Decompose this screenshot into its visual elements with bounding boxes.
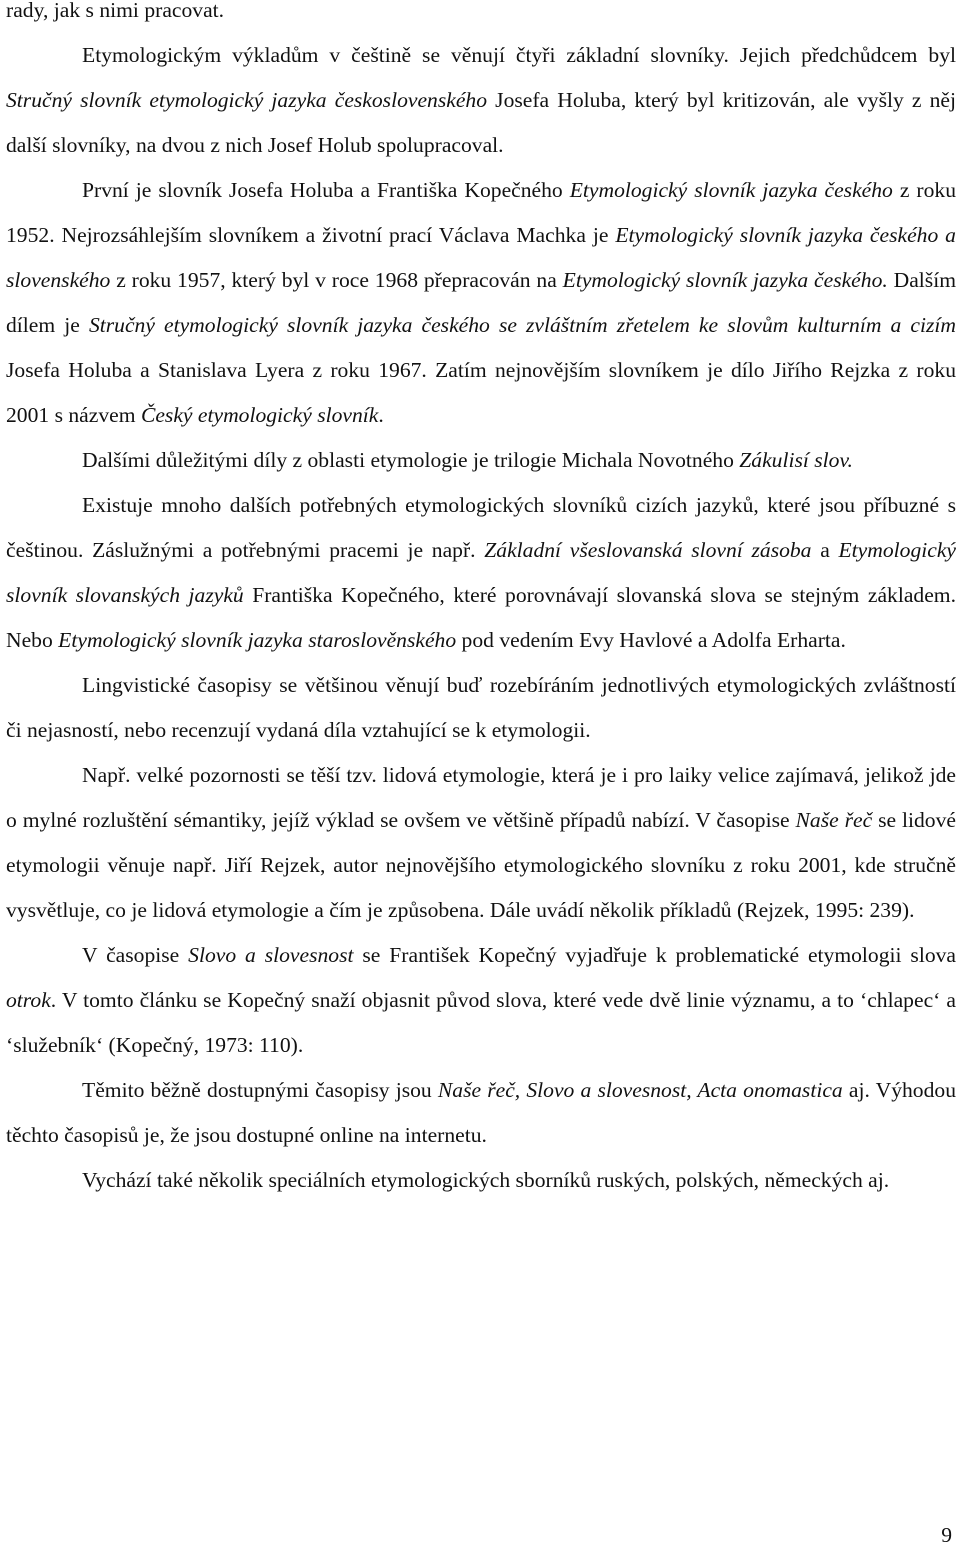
paragraph-7 bbox=[6, 753, 956, 933]
paragraph-4 bbox=[6, 438, 956, 483]
paragraph-10 bbox=[6, 1158, 956, 1203]
text-run: Dalším dílem je bbox=[6, 268, 956, 337]
paragraph-6 bbox=[6, 663, 956, 753]
italic-title: Stručný etymologický slovník jazyka českého se zvláštním zřetelem ke slovům kulturním a cizím bbox=[88, 313, 956, 337]
italic-title: Zákulisí slov. bbox=[739, 448, 853, 472]
text-run: z roku 1952. Nejrozsáhlejším slovníkem a životní prací Václava Machka je bbox=[6, 178, 957, 247]
text-run: a bbox=[811, 538, 839, 562]
text-run: . V tomto článku se Kopečný snaží objasnit původ slova, které vede dvě linie významu, a to ‘chlapec‘ a ‘služebník‘ (Kopečný, 1973: 110). bbox=[6, 988, 956, 1057]
text-run: Josefa Holuba a Stanislava Lyera z roku 1967. Zatím nejnovějším slovníkem je dílo Jiřího Rejzka z roku 2001 s názvem bbox=[6, 358, 956, 427]
text-run: z roku 1957, který byl v roce 1968 přepracován na bbox=[110, 268, 563, 292]
paragraph-5 bbox=[6, 483, 956, 663]
text-run: Těmito běžně dostupnými časopisy jsou bbox=[82, 1078, 438, 1102]
paragraph-2 bbox=[6, 33, 956, 168]
text-run: pod vedením Evy Havlové a Adolfa Erharta. bbox=[456, 628, 846, 652]
page-number: 9 bbox=[941, 1523, 952, 1547]
document-page bbox=[6, 0, 956, 1203]
italic-title: Etymologický slovník jazyka staroslověnského bbox=[58, 628, 457, 652]
italic-title: Etymologický slovník jazyka českého bbox=[569, 178, 893, 202]
text-run: aj. Výhodou těchto časopisů je, že jsou dostupné online na internetu. bbox=[6, 1078, 956, 1147]
text-run: rady, jak s nimi pracovat. bbox=[6, 0, 225, 22]
italic-title: Slovo a slovesnost bbox=[188, 943, 354, 967]
italic-title: Stručný slovník etymologický jazyka československého bbox=[6, 88, 488, 112]
text-run: První je slovník Josefa Holuba a Františka Kopečného bbox=[82, 178, 570, 202]
italic-title: Naše řeč bbox=[795, 808, 873, 832]
text-run: V časopise bbox=[82, 943, 189, 967]
text-run: Josefa Holuba, který byl kritizován, ale vyšly z něj další slovníky, na dvou z nich Josef Holub spolupracoval. bbox=[6, 88, 956, 157]
italic-title: otrok bbox=[6, 988, 51, 1012]
text-run: . bbox=[378, 403, 384, 427]
text-run: Lingvistické časopisy se většinou věnují buď rozebíráním jednotlivých etymologických zvláštností či nejasností, nebo recenzují vydaná díla vztahující se k etymologii. bbox=[6, 673, 956, 742]
text-run: Existuje mnoho dalších potřebných etymologických slovníků cizích jazyků, které jsou příbuzné s češtinou. Záslužnými a potřebnými pracemi je např. bbox=[6, 493, 956, 562]
paragraph-3 bbox=[6, 168, 956, 438]
text-run: Františka Kopečného, které porovnávají slovanská slova se stejným základem. Nebo bbox=[6, 583, 956, 652]
paragraph-9 bbox=[6, 1068, 956, 1158]
text-run: se lidové etymologii věnuje např. Jiří Rejzek, autor nejnovějšího etymologického slovníku z roku 2001, kde stručně vysvětluje, co je lidová etymologie a čím je způsobena. Dále uvádí několik příkladů (Rejzek, 1995: 239). bbox=[6, 808, 956, 922]
paragraph-8 bbox=[6, 933, 956, 1068]
paragraph-1 bbox=[6, 0, 956, 33]
text-run: Vychází také několik speciálních etymologických sborníků ruských, polských, německých aj. bbox=[82, 1168, 890, 1192]
italic-title: Základní všeslovanská slovní zásoba bbox=[484, 538, 812, 562]
italic-title: Naše řeč, Slovo a slovesnost, Acta onomastica bbox=[437, 1078, 843, 1102]
italic-title: Český etymologický slovník bbox=[140, 403, 379, 427]
italic-title: Etymologický slovník slovanských jazyků bbox=[6, 538, 956, 607]
text-run: se František Kopečný vyjadřuje k problematické etymologii slova bbox=[353, 943, 956, 967]
text-run: Např. velké pozornosti se těší tzv. lidová etymologie, která je i pro laiky velice zajímavá, jelikož jde o mylné rozluštění sémantiky, jejíž výklad se ovšem ve většině případů nabízí. V časopise bbox=[6, 763, 956, 832]
text-run: Dalšími důležitými díly z oblasti etymologie je trilogie Michala Novotného bbox=[82, 448, 740, 472]
italic-title: Etymologický slovník jazyka českého a slovenského bbox=[6, 223, 956, 292]
italic-title: Etymologický slovník jazyka českého. bbox=[562, 268, 888, 292]
text-run: Etymologickým výkladům v češtině se věnují čtyři základní slovníky. Jejich předchůdcem byl bbox=[82, 43, 956, 67]
